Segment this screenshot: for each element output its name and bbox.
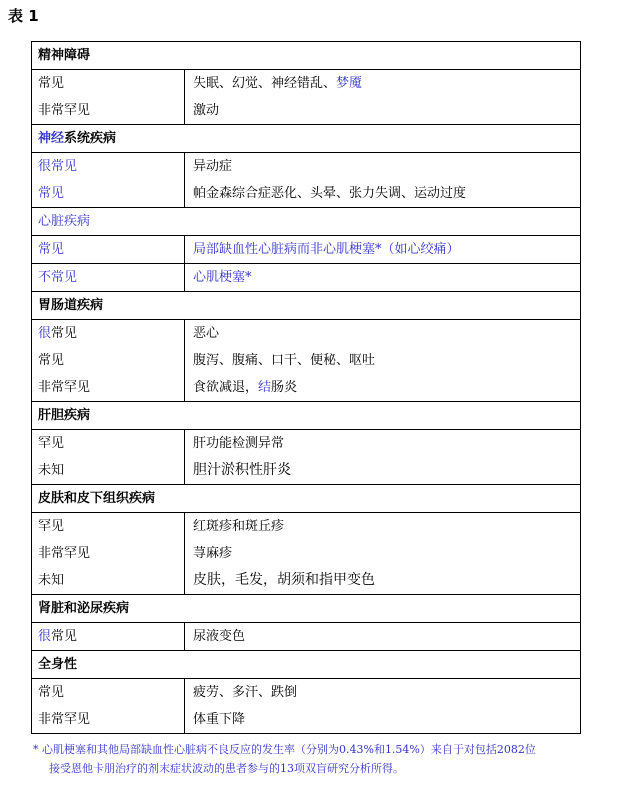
frequency-text: 罕见: [38, 519, 65, 534]
table-row: [32, 374, 581, 402]
frequency-cell: [32, 347, 185, 374]
frequency-text: 很: [38, 326, 52, 341]
frequency-cell: [32, 457, 185, 485]
frequency-text: 很: [38, 629, 52, 644]
adverse-effect-cell: [185, 430, 581, 458]
adverse-effect-cell: [185, 623, 581, 651]
frequency-text: 很常见: [38, 159, 78, 174]
adverse-effect-cell: [185, 153, 581, 181]
adverse-effect-cell: [185, 180, 581, 208]
adverse-effect-cell: [185, 679, 581, 707]
adverse-effect-text: 激动: [193, 103, 220, 118]
adverse-effect-cell: [185, 70, 581, 98]
section-title: [32, 485, 581, 513]
section-header: [32, 42, 581, 70]
adverse-effect-cell: [185, 540, 581, 567]
frequency-cell: [32, 97, 185, 125]
frequency-text: 罕见: [38, 436, 65, 451]
section-title-part: 系统疾病: [64, 131, 117, 146]
adverse-effect-text: 肠炎: [271, 380, 298, 395]
table-row: [32, 70, 581, 98]
table-row: [32, 623, 581, 651]
table-row: [32, 347, 581, 374]
adverse-effect-cell: [185, 706, 581, 734]
table-row: [32, 320, 581, 348]
frequency-text: 非常罕见: [38, 546, 91, 561]
adverse-effect-text: 帕金森综合症恶化、头晕、张力失调、运动过度: [193, 186, 467, 201]
adverse-effect-text: 局部缺血性心脏病而非心肌梗塞*（如心绞痛）: [193, 242, 460, 257]
frequency-cell: [32, 70, 185, 98]
adverse-effect-cell: [185, 457, 581, 485]
section-title: [32, 595, 581, 623]
adverse-effect-text: 恶心: [193, 326, 220, 341]
adverse-effect-text: 尿液变色: [193, 629, 246, 644]
section-title-part: 皮肤和皮下组织疾病: [38, 491, 156, 506]
frequency-text: 未知: [38, 573, 65, 588]
adverse-effect-cell: [185, 97, 581, 125]
section-title: [32, 651, 581, 679]
frequency-cell: [32, 567, 185, 595]
section-header: [32, 402, 581, 430]
adverse-effect-text: 梦魇: [336, 76, 363, 91]
frequency-cell: [32, 540, 185, 567]
section-title-part: 肝胆疾病: [38, 408, 91, 423]
adverse-effect-cell: [185, 264, 581, 292]
section-title: [32, 42, 581, 70]
adverse-effect-cell: [185, 320, 581, 348]
frequency-text: 非常罕见: [38, 712, 91, 727]
section-header: [32, 595, 581, 623]
section-title-part: 肾脏和泌尿疾病: [38, 601, 130, 616]
frequency-cell: [32, 264, 185, 292]
adverse-effect-text: 疲劳、多汗、跌倒: [193, 685, 298, 700]
adverse-effect-cell: [185, 347, 581, 374]
section-header: [32, 125, 581, 153]
footnote-line-2: 接受恩他卡朋治疗的剂末症状波动的患者参与的13项双盲研究分析所得。: [49, 762, 404, 775]
section-title-part: 胃肠道疾病: [38, 298, 104, 313]
section-header: [32, 208, 581, 236]
frequency-cell: [32, 706, 185, 734]
frequency-text: 不常见: [38, 270, 78, 285]
section-title-part: 精神障碍: [38, 48, 91, 63]
section-title: [32, 292, 581, 320]
adverse-effect-cell: [185, 567, 581, 595]
section-title: [32, 402, 581, 430]
frequency-cell: [32, 180, 185, 208]
adverse-effect-text: 结: [258, 380, 272, 395]
table-row: [32, 457, 581, 485]
section-header: [32, 485, 581, 513]
frequency-text: 非常罕见: [38, 103, 91, 118]
adverse-effect-text: 腹泻、腹痛、口干、便秘、呕吐: [193, 353, 376, 368]
section-title: [32, 125, 581, 153]
frequency-text: 常见: [38, 76, 65, 91]
adverse-effect-cell: [185, 513, 581, 541]
table-row: [32, 513, 581, 541]
frequency-cell: [32, 679, 185, 707]
adverse-effect-text: 失眠、幻觉、神经错乱、: [193, 76, 337, 91]
adverse-effect-text: 红斑疹和斑丘疹: [193, 519, 285, 534]
table-row: [32, 236, 581, 264]
adverse-effect-text: 胆汁淤积性肝炎: [193, 462, 291, 478]
adverse-effect-text: 心肌梗塞*: [193, 270, 252, 285]
frequency-cell: [32, 153, 185, 181]
frequency-text: 常见: [51, 326, 78, 341]
section-title-part: 全身性: [38, 657, 78, 672]
table-row: [32, 180, 581, 208]
section-header: [32, 651, 581, 679]
frequency-text: 常见: [38, 685, 65, 700]
frequency-text: 非常罕见: [38, 380, 91, 395]
frequency-text: 未知: [38, 463, 65, 478]
frequency-cell: [32, 430, 185, 458]
frequency-cell: [32, 320, 185, 348]
frequency-text: 常见: [38, 353, 65, 368]
frequency-text: 常见: [51, 629, 78, 644]
section-title: [32, 208, 581, 236]
adverse-effect-text: 体重下降: [193, 712, 246, 727]
table-row: [32, 153, 581, 181]
frequency-cell: [32, 513, 185, 541]
table-body: [32, 42, 581, 734]
section-header: [32, 292, 581, 320]
table-row: [32, 430, 581, 458]
adverse-effect-text: 肝功能检测异常: [193, 436, 285, 451]
frequency-text: 常见: [38, 242, 65, 257]
table-row: [32, 567, 581, 595]
section-title-part: 心脏疾病: [38, 214, 91, 229]
adverse-effect-cell: [185, 236, 581, 264]
adverse-effect-text: 食欲减退，: [193, 380, 259, 395]
footnote-line-1: * 心肌梗塞和其他局部缺血性心脏病不良反应的发生率（分别为0.43%和1.54%）来自于对包括2082位: [33, 743, 536, 756]
footnote: [33, 740, 638, 778]
adverse-effect-cell: [185, 374, 581, 402]
frequency-cell: [32, 236, 185, 264]
frequency-cell: [32, 374, 185, 402]
table-row: [32, 540, 581, 567]
table-row: [32, 97, 581, 125]
section-title-part: 神经: [38, 131, 65, 146]
adverse-effect-text: 荨麻疹: [193, 546, 233, 561]
adverse-reactions-table: [31, 41, 581, 734]
frequency-cell: [32, 623, 185, 651]
frequency-text: 常见: [38, 186, 65, 201]
table-title: 表 1: [8, 7, 39, 25]
table-row: [32, 264, 581, 292]
adverse-effect-text: 异动症: [193, 159, 233, 174]
table-row: [32, 706, 581, 734]
adverse-effect-text: 皮肤，毛发，胡须和指甲变色: [193, 572, 375, 588]
table-row: [32, 679, 581, 707]
